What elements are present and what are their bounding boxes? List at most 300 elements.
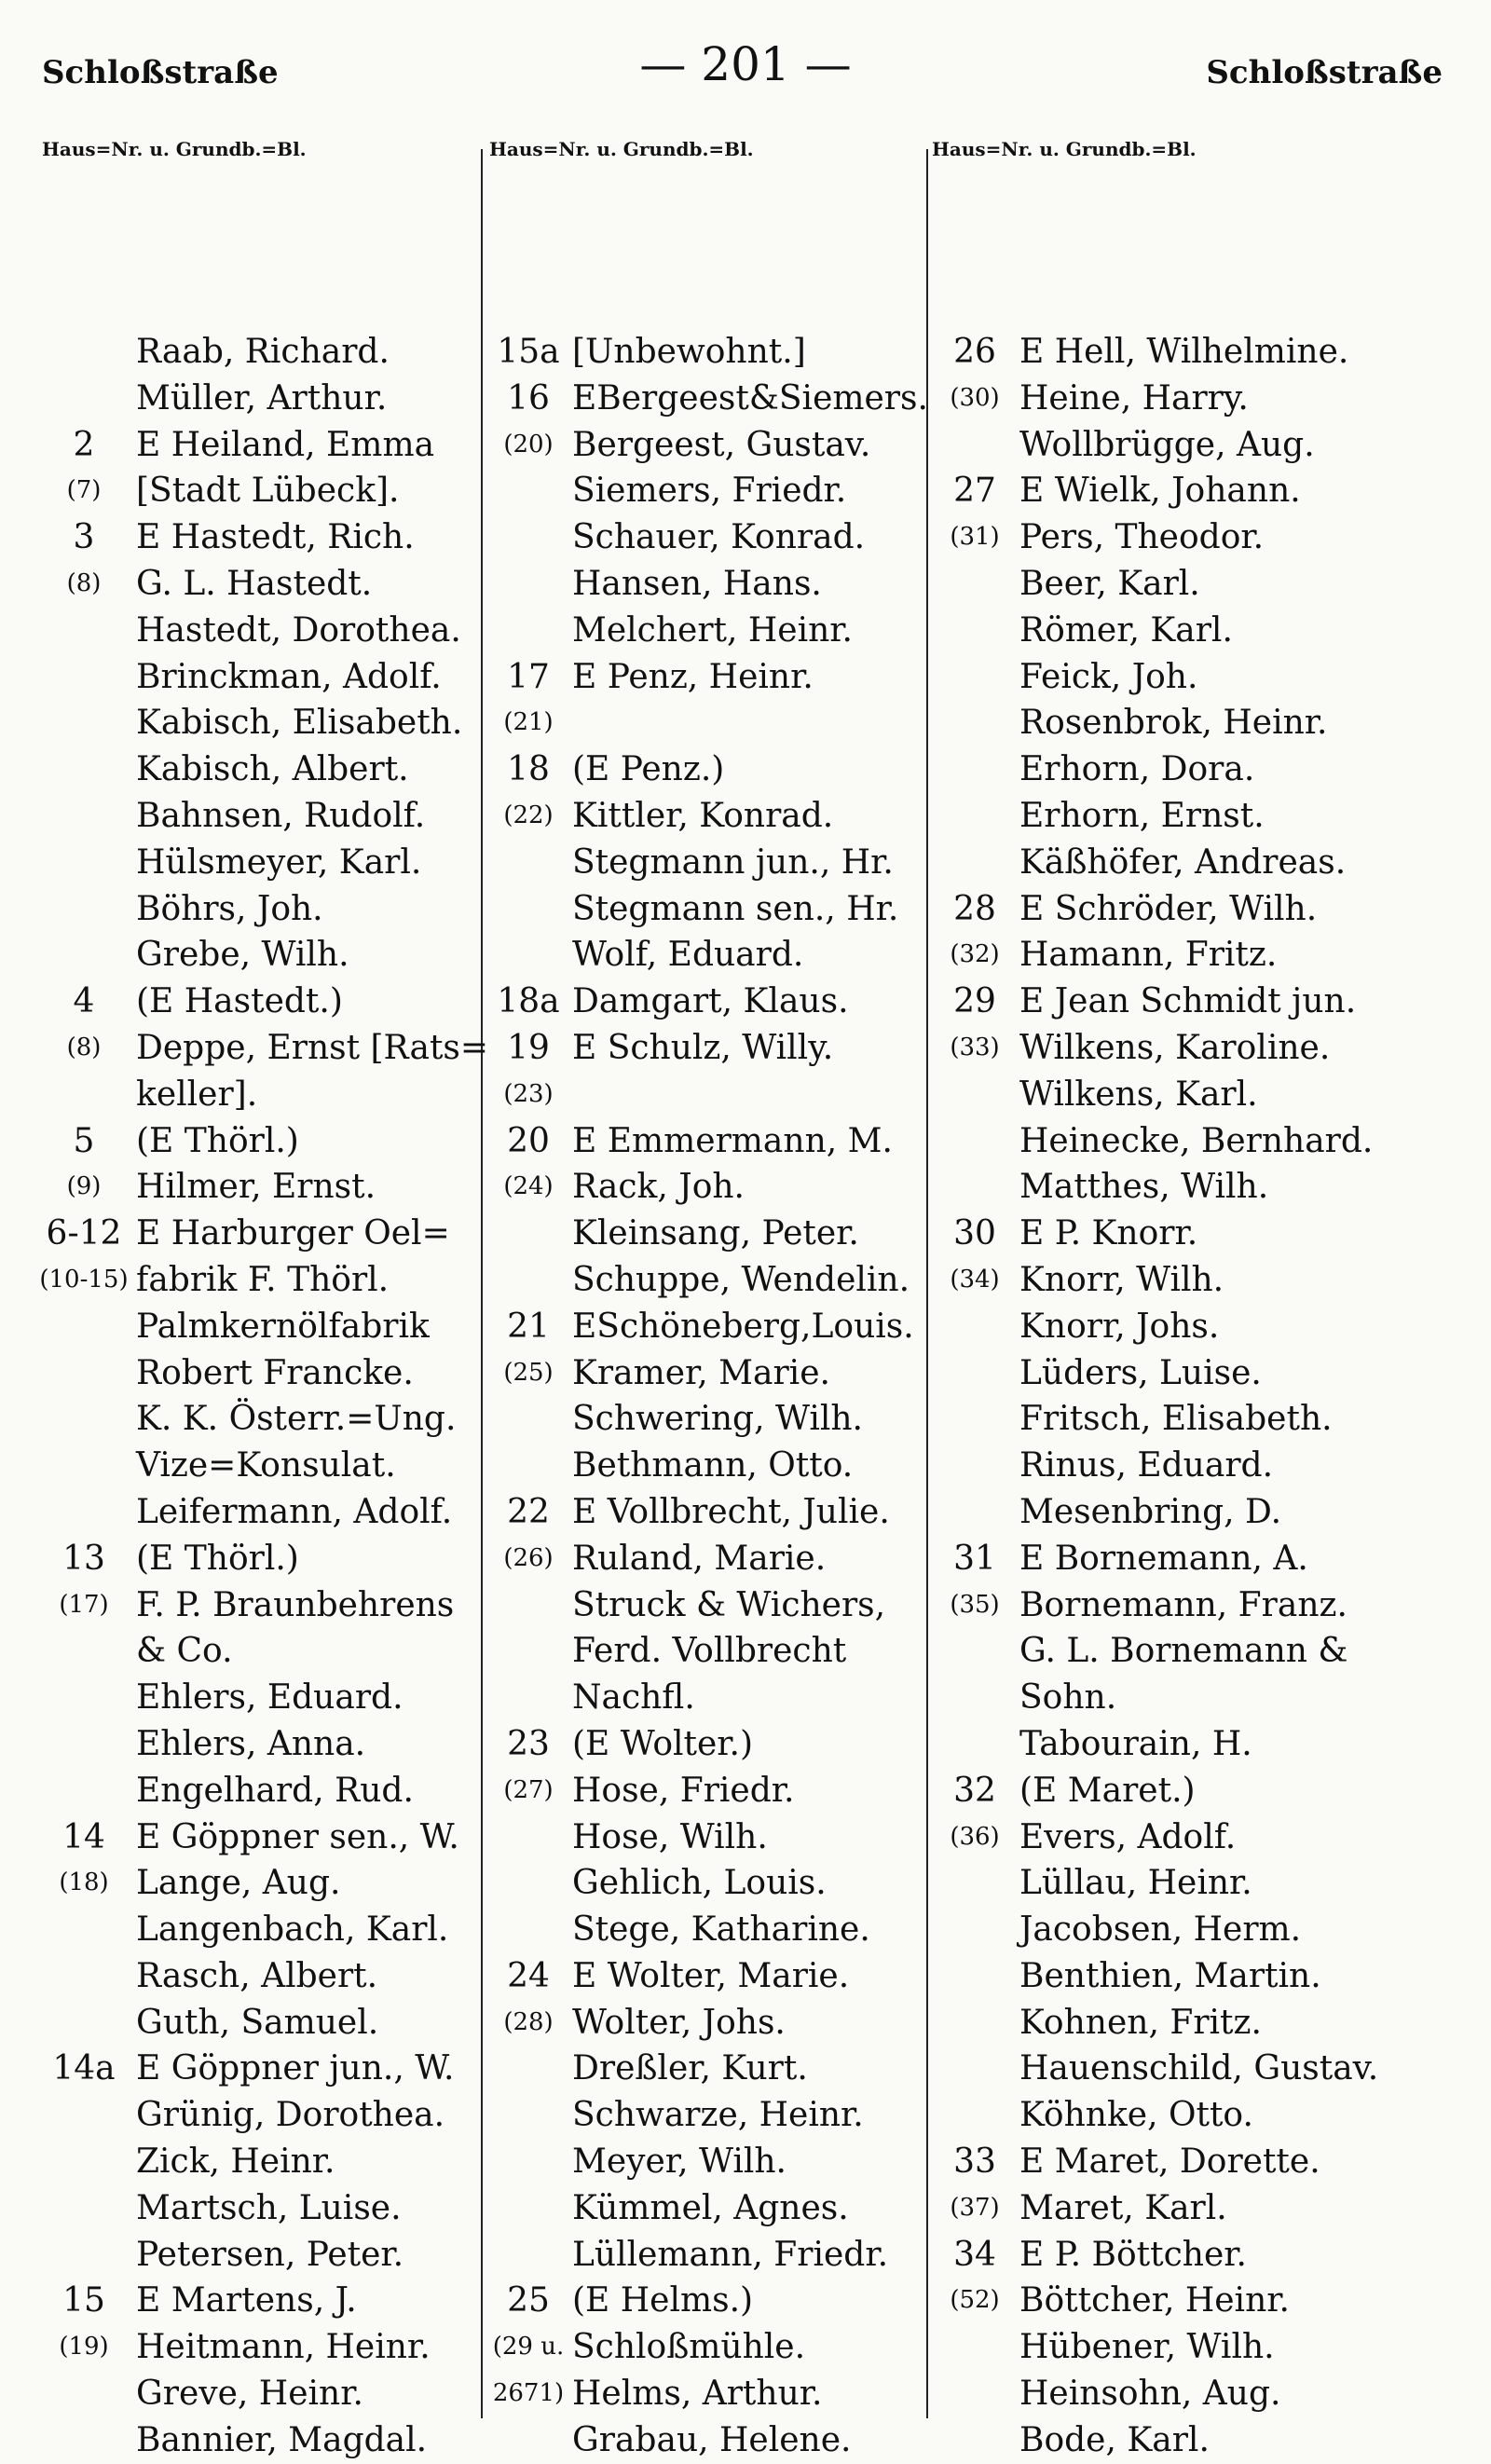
directory-entry xyxy=(486,2000,934,2046)
resident-name: Bannier, Magdal. xyxy=(136,2420,428,2459)
house-number: (26) xyxy=(503,1543,554,1572)
resident-name: Zick, Heinr. xyxy=(136,2142,335,2182)
directory-entry xyxy=(930,840,1452,886)
directory-entry xyxy=(930,1211,1452,1257)
resident-name: E Martens, J. xyxy=(136,2281,357,2320)
resident-name: Kabisch, Albert. xyxy=(136,750,409,789)
directory-entry xyxy=(486,2417,934,2464)
directory-entry xyxy=(486,1721,934,1768)
resident-name: Hose, Wilh. xyxy=(572,1817,768,1856)
header-street-right: Schloßstraße xyxy=(1206,54,1443,91)
directory-entry xyxy=(486,654,934,701)
directory-entry xyxy=(930,561,1452,608)
directory-entry xyxy=(486,840,934,886)
resident-name: E Schröder, Wilh. xyxy=(1019,889,1318,928)
directory-entry xyxy=(930,422,1452,469)
directory-entry xyxy=(486,793,934,840)
column-divider xyxy=(481,149,483,2418)
house-number: 24 xyxy=(507,1956,550,1995)
house-number: 2671) xyxy=(492,2379,565,2408)
directory-entry xyxy=(486,2371,934,2417)
resident-name: [Stadt Lübeck]. xyxy=(136,472,400,511)
directory-entry xyxy=(930,746,1452,793)
house-number: (32) xyxy=(950,940,1000,969)
house-number: (23) xyxy=(503,1079,554,1108)
resident-name: Helms, Arthur. xyxy=(572,2375,823,2414)
resident-name: (E Wolter.) xyxy=(572,1724,754,1763)
directory-entry xyxy=(37,2046,475,2092)
resident-name: Hülsmeyer, Karl. xyxy=(136,842,422,882)
resident-name: Schuppe, Wendelin. xyxy=(572,1260,910,1299)
resident-name: Struck & Wichers, xyxy=(572,1585,886,1624)
resident-name: Hilmer, Ernst. xyxy=(136,1168,376,1207)
directory-entry xyxy=(486,2092,934,2139)
house-number: 14 xyxy=(62,1817,105,1856)
resident-name: ESchöneberg,Louis. xyxy=(572,1307,914,1346)
directory-entry xyxy=(930,2232,1452,2279)
directory-entry xyxy=(930,1768,1452,1814)
resident-name: Siemers, Friedr. xyxy=(572,472,847,511)
directory-entry xyxy=(486,932,934,979)
directory-entry xyxy=(486,1164,934,1211)
directory-entry xyxy=(37,1860,475,1907)
directory-entry xyxy=(37,1211,475,1257)
directory-entry xyxy=(486,2139,934,2185)
resident-name: Hübener, Wilh. xyxy=(1019,2328,1275,2367)
resident-name: Bahnsen, Rudolf. xyxy=(136,796,426,835)
house-number: (37) xyxy=(950,2193,1000,2222)
resident-name: Knorr, Wilh. xyxy=(1019,1260,1224,1299)
house-number: (33) xyxy=(950,1033,1000,1061)
resident-name: Engelhard, Rud. xyxy=(136,1771,414,1810)
resident-name: Maret, Karl. xyxy=(1019,2188,1227,2227)
resident-name: Kabisch, Elisabeth. xyxy=(136,704,463,743)
resident-name: (E Hastedt.) xyxy=(136,982,343,1021)
resident-name: E Maret, Dorette. xyxy=(1019,2142,1320,2182)
directory-entry xyxy=(930,2092,1452,2139)
directory-entry xyxy=(486,2324,934,2371)
house-number: 18 xyxy=(507,750,550,789)
directory-entry xyxy=(930,1953,1452,2000)
directory-entry xyxy=(930,654,1452,701)
house-number: (18) xyxy=(59,1869,109,1897)
resident-name: Heinecke, Bernhard. xyxy=(1019,1121,1374,1160)
directory-entry xyxy=(37,2000,475,2046)
resident-name: Heine, Harry. xyxy=(1019,378,1249,418)
directory-entry xyxy=(930,1489,1452,1536)
directory-entry xyxy=(930,2046,1452,2092)
resident-name: Schloßmühle. xyxy=(572,2328,806,2367)
directory-entry xyxy=(930,1118,1452,1165)
directory-entry xyxy=(930,2371,1452,2417)
directory-entry xyxy=(486,468,934,514)
resident-name: E Göppner jun., W. xyxy=(136,2049,455,2088)
resident-name: Evers, Adolf. xyxy=(1019,1817,1237,1856)
house-number: 32 xyxy=(953,1771,996,1810)
directory-entry xyxy=(930,1257,1452,1304)
directory-entry xyxy=(37,1118,475,1165)
directory-entry xyxy=(37,1350,475,1397)
resident-name: E P. Böttcher. xyxy=(1019,2235,1247,2274)
resident-name: Erhorn, Ernst. xyxy=(1019,796,1265,835)
resident-name: Bergeest, Gustav. xyxy=(572,425,871,464)
directory-entry xyxy=(930,1072,1452,1118)
house-number: (28) xyxy=(503,2007,554,2036)
directory-entry xyxy=(930,2000,1452,2046)
directory-entry xyxy=(486,700,934,746)
directory-entry xyxy=(37,2278,475,2324)
directory-entry xyxy=(37,840,475,886)
resident-name: Guth, Samuel. xyxy=(136,2003,379,2042)
resident-name: E Schulz, Willy. xyxy=(572,1028,834,1067)
resident-name: Deppe, Ernst [Rats= xyxy=(136,1028,489,1067)
directory-entry xyxy=(486,1953,934,2000)
resident-name: & Co. xyxy=(136,1632,233,1671)
column-header-text: Haus=Nr. u. Grundb.=Bl. xyxy=(932,138,1197,160)
resident-name: Rack, Joh. xyxy=(572,1168,745,1207)
directory-entry xyxy=(37,329,475,376)
resident-name: Schwering, Wilh. xyxy=(572,1400,863,1439)
resident-name: (E Helms.) xyxy=(572,2281,754,2320)
resident-name: Schwarze, Heinr. xyxy=(572,2096,864,2135)
directory-entry xyxy=(930,1164,1452,1211)
directory-entry xyxy=(486,1072,934,1118)
directory-entry xyxy=(930,2278,1452,2324)
resident-name: Kohnen, Fritz. xyxy=(1019,2003,1262,2042)
resident-name: Robert Francke. xyxy=(136,1353,414,1392)
resident-name: Nachfl. xyxy=(572,1678,695,1718)
house-number: 18a xyxy=(497,982,560,1021)
directory-entry xyxy=(930,1396,1452,1443)
resident-name: Lüders, Luise. xyxy=(1019,1353,1262,1392)
directory-entry xyxy=(37,1536,475,1582)
directory-entry xyxy=(486,979,934,1025)
directory-entry xyxy=(930,1675,1452,1721)
directory-entry xyxy=(486,1304,934,1350)
directory-entry xyxy=(486,1396,934,1443)
column-header-3 xyxy=(932,140,1197,158)
house-number: 27 xyxy=(953,472,996,511)
directory-entry xyxy=(37,1582,475,1629)
resident-name: Jacobsen, Herm. xyxy=(1019,1910,1302,1950)
resident-name: E Göppner sen., W. xyxy=(136,1817,459,1856)
directory-entry xyxy=(486,886,934,933)
directory-entry xyxy=(930,1860,1452,1907)
resident-name: E Harburger Oel= xyxy=(136,1214,450,1253)
column-header-1 xyxy=(42,140,307,158)
house-number: 4 xyxy=(73,982,95,1021)
resident-name: Schauer, Konrad. xyxy=(572,518,866,557)
resident-name: (E Thörl.) xyxy=(136,1539,299,1578)
resident-name: Heitmann, Heinr. xyxy=(136,2328,431,2367)
house-number: (8) xyxy=(66,1033,102,1061)
directory-entry xyxy=(37,1304,475,1350)
resident-name: Tabourain, H. xyxy=(1019,1724,1252,1763)
directory-entry xyxy=(486,1675,934,1721)
resident-name: Käßhöfer, Andreas. xyxy=(1019,842,1347,882)
resident-name: (E Maret.) xyxy=(1019,1771,1196,1810)
resident-name: Rinus, Eduard. xyxy=(1019,1446,1274,1485)
resident-name: Köhnke, Otto. xyxy=(1019,2096,1253,2135)
house-number: (52) xyxy=(950,2286,1000,2315)
house-number: 23 xyxy=(507,1724,550,1763)
directory-entry xyxy=(486,561,934,608)
house-number: 31 xyxy=(953,1539,996,1578)
resident-name: Lüllemann, Friedr. xyxy=(572,2235,889,2274)
resident-name: Knorr, Johs. xyxy=(1019,1307,1220,1346)
directory-entry xyxy=(486,2185,934,2232)
directory-entry xyxy=(486,1582,934,1629)
resident-name: Ferd. Vollbrecht xyxy=(572,1632,847,1671)
resident-name: Hansen, Hans. xyxy=(572,564,822,603)
house-number: 17 xyxy=(507,657,550,696)
directory-entry xyxy=(37,1907,475,1953)
directory-entry xyxy=(486,1025,934,1072)
directory-entry xyxy=(37,2139,475,2185)
directory-entry xyxy=(37,1489,475,1536)
house-number: 20 xyxy=(507,1121,550,1160)
house-number: 6-12 xyxy=(46,1214,122,1253)
house-number: 21 xyxy=(507,1307,550,1346)
directory-entry xyxy=(486,608,934,654)
house-number: 5 xyxy=(73,1121,95,1160)
directory-entry xyxy=(486,1860,934,1907)
resident-name: Sohn. xyxy=(1019,1678,1117,1718)
directory-entry xyxy=(486,746,934,793)
house-number: (25) xyxy=(503,1358,554,1387)
directory-entry xyxy=(486,1907,934,1953)
house-number: 29 xyxy=(953,982,996,1021)
directory-entry xyxy=(486,1118,934,1165)
resident-name: Wolter, Johs. xyxy=(572,2003,786,2042)
resident-name: Stegmann jun., Hr. xyxy=(572,842,894,882)
directory-entry xyxy=(930,979,1452,1025)
resident-name: E Bornemann, A. xyxy=(1019,1539,1308,1578)
house-number: 33 xyxy=(953,2142,996,2182)
directory-entry xyxy=(930,700,1452,746)
house-number: (29 u. xyxy=(492,2333,565,2361)
directory-entry xyxy=(486,422,934,469)
resident-name: Kleinsang, Peter. xyxy=(572,1214,859,1253)
resident-name: Kümmel, Agnes. xyxy=(572,2188,849,2227)
directory-entry xyxy=(930,1721,1452,1768)
directory-entry xyxy=(930,2139,1452,2185)
resident-name: E P. Knorr. xyxy=(1019,1214,1198,1253)
directory-entry xyxy=(37,886,475,933)
resident-name: Ehlers, Anna. xyxy=(136,1724,366,1763)
directory-entry xyxy=(37,514,475,561)
directory-entry xyxy=(486,2232,934,2279)
directory-entry xyxy=(486,1350,934,1397)
resident-name: E Hell, Wilhelmine. xyxy=(1019,333,1349,371)
resident-name: Müller, Arthur. xyxy=(136,378,388,418)
resident-name: Feick, Joh. xyxy=(1019,657,1198,696)
directory-entry xyxy=(37,1814,475,1861)
directory-entry xyxy=(486,1814,934,1861)
header-street-left: Schloßstraße xyxy=(42,54,279,91)
directory-entry xyxy=(37,700,475,746)
resident-name: Stege, Katharine. xyxy=(572,1910,870,1950)
directory-entry xyxy=(930,468,1452,514)
directory-entry xyxy=(930,793,1452,840)
house-number: 26 xyxy=(953,333,996,371)
directory-entry xyxy=(930,1304,1452,1350)
resident-name: Benthien, Martin. xyxy=(1019,1956,1321,1995)
resident-name: E Heiland, Emma xyxy=(136,425,435,464)
house-number: 30 xyxy=(953,1214,996,1253)
resident-name: (E Penz.) xyxy=(572,750,725,789)
resident-name: E Wielk, Johann. xyxy=(1019,472,1301,511)
house-number: 19 xyxy=(507,1028,550,1067)
directory-entry xyxy=(37,1025,489,1072)
resident-name: Raab, Richard. xyxy=(136,333,390,371)
resident-name: Wollbrügge, Aug. xyxy=(1019,425,1315,464)
house-number: 34 xyxy=(953,2235,996,2274)
directory-entry xyxy=(486,1257,934,1304)
resident-name: Melchert, Heinr. xyxy=(572,610,853,650)
resident-name: Grebe, Wilh. xyxy=(136,936,349,975)
directory-entry xyxy=(930,1025,1452,1072)
house-number: (27) xyxy=(503,1775,554,1804)
house-number: 2 xyxy=(73,425,95,464)
resident-name: Dreßler, Kurt. xyxy=(572,2049,808,2088)
resident-name: Beer, Karl. xyxy=(1019,564,1200,603)
directory-entry xyxy=(930,1443,1452,1489)
resident-name: E Hastedt, Rich. xyxy=(136,518,415,557)
resident-name: G. L. Bornemann & xyxy=(1019,1632,1348,1671)
column-header-text: Haus=Nr. u. Grundb.=Bl. xyxy=(42,138,307,160)
resident-name: Böhrs, Joh. xyxy=(136,889,323,928)
directory-entry xyxy=(486,2046,934,2092)
house-number: (36) xyxy=(950,1822,1000,1851)
directory-entry xyxy=(37,376,475,422)
resident-name: F. P. Braunbehrens xyxy=(136,1585,455,1624)
directory-entry xyxy=(37,1443,475,1489)
resident-name: Grabau, Helene. xyxy=(572,2420,852,2459)
resident-name: Brinckman, Adolf. xyxy=(136,657,442,696)
resident-name: E Jean Schmidt jun. xyxy=(1019,982,1357,1021)
directory-entry xyxy=(37,654,475,701)
resident-name: Vize=Konsulat. xyxy=(136,1446,396,1485)
resident-name: Bethmann, Otto. xyxy=(572,1446,854,1485)
resident-name: Böttcher, Heinr. xyxy=(1019,2281,1290,2320)
directory-entry xyxy=(37,2232,475,2279)
directory-entry xyxy=(37,561,475,608)
house-number: (30) xyxy=(950,383,1000,412)
directory-entry xyxy=(37,1396,475,1443)
resident-name: K. K. Österr.=Ung. xyxy=(136,1400,457,1439)
directory-entry xyxy=(486,1489,934,1536)
resident-name: Hastedt, Dorothea. xyxy=(136,610,461,650)
resident-name: Kittler, Konrad. xyxy=(572,796,834,835)
resident-name: Wilkens, Karl. xyxy=(1019,1075,1258,1114)
directory-entry xyxy=(930,2324,1452,2371)
house-number: (17) xyxy=(59,1590,109,1619)
resident-name: E Emmermann, M. xyxy=(572,1121,893,1160)
directory-entry xyxy=(37,979,475,1025)
resident-name: keller]. xyxy=(136,1075,258,1114)
directory-entry xyxy=(37,2324,475,2371)
directory-entry xyxy=(486,1536,934,1582)
house-number: 14a xyxy=(52,2049,116,2088)
directory-entry xyxy=(486,2278,934,2324)
house-number: (9) xyxy=(66,1172,102,1201)
house-number: 28 xyxy=(953,889,996,928)
resident-name: Stegmann sen., Hr. xyxy=(572,889,899,928)
column-header-text: Haus=Nr. u. Grundb.=Bl. xyxy=(489,138,754,160)
column-header-2 xyxy=(489,140,754,158)
house-number: (19) xyxy=(59,2333,109,2361)
directory-entry xyxy=(37,2092,475,2139)
directory-entry xyxy=(930,608,1452,654)
house-number: (22) xyxy=(503,801,554,829)
house-number: (24) xyxy=(503,1172,554,1201)
resident-name: Rosenbrok, Heinr. xyxy=(1019,704,1328,743)
resident-name: Bornemann, Franz. xyxy=(1019,1585,1347,1624)
directory-entry xyxy=(930,1814,1452,1861)
resident-name: E Vollbrecht, Julie. xyxy=(572,1492,890,1531)
resident-name: Lange, Aug. xyxy=(136,1864,341,1903)
house-number: 15a xyxy=(497,333,560,371)
directory-entry xyxy=(930,1582,1452,1629)
resident-name: Meyer, Wilh. xyxy=(572,2142,787,2182)
directory-entry xyxy=(930,514,1452,561)
resident-name: Grünig, Dorothea. xyxy=(136,2096,445,2135)
resident-name: Leifermann, Adolf. xyxy=(136,1492,453,1531)
house-number: 16 xyxy=(507,378,550,418)
resident-name: Pers, Theodor. xyxy=(1019,518,1265,557)
house-number: (10-15) xyxy=(39,1265,129,1294)
resident-name: (E Thörl.) xyxy=(136,1121,299,1160)
directory-entry xyxy=(37,1721,475,1768)
directory-entry xyxy=(37,1257,475,1304)
directory-entry xyxy=(930,1350,1452,1397)
directory-entry xyxy=(930,329,1452,376)
resident-name: Palmkernölfabrik xyxy=(136,1307,430,1346)
directory-entry xyxy=(486,514,934,561)
directory-entry xyxy=(930,2185,1452,2232)
directory-entry xyxy=(930,1628,1452,1675)
directory-entry xyxy=(37,422,475,469)
house-number: (31) xyxy=(950,523,1000,552)
directory-entry xyxy=(37,2185,475,2232)
directory-entry xyxy=(37,2371,475,2417)
resident-name: Erhorn, Dora. xyxy=(1019,750,1255,789)
house-number: (34) xyxy=(950,1265,1000,1294)
resident-name: Bode, Karl. xyxy=(1019,2420,1210,2459)
resident-name: Mesenbring, D. xyxy=(1019,1492,1282,1531)
house-number: (7) xyxy=(66,476,102,505)
directory-entry xyxy=(930,1536,1452,1582)
resident-name: Petersen, Peter. xyxy=(136,2235,404,2274)
page-number: — 201 — xyxy=(639,37,852,91)
resident-name: Römer, Karl. xyxy=(1019,610,1233,650)
resident-name: Greve, Heinr. xyxy=(136,2375,363,2414)
resident-name: Gehlich, Louis. xyxy=(572,1864,827,1903)
resident-name: Ruland, Marie. xyxy=(572,1539,827,1578)
directory-entry xyxy=(37,746,475,793)
directory-entry xyxy=(930,376,1452,422)
resident-name: Wilkens, Karoline. xyxy=(1019,1028,1331,1067)
directory-entry xyxy=(486,1443,934,1489)
directory-entry xyxy=(486,376,934,422)
house-number: (20) xyxy=(503,430,554,459)
resident-name: fabrik F. Thörl. xyxy=(136,1260,390,1299)
resident-name: Langenbach, Karl. xyxy=(136,1910,449,1950)
directory-entry xyxy=(37,2417,475,2464)
resident-name: Matthes, Wilh. xyxy=(1019,1168,1269,1207)
directory-entry xyxy=(930,1907,1452,1953)
